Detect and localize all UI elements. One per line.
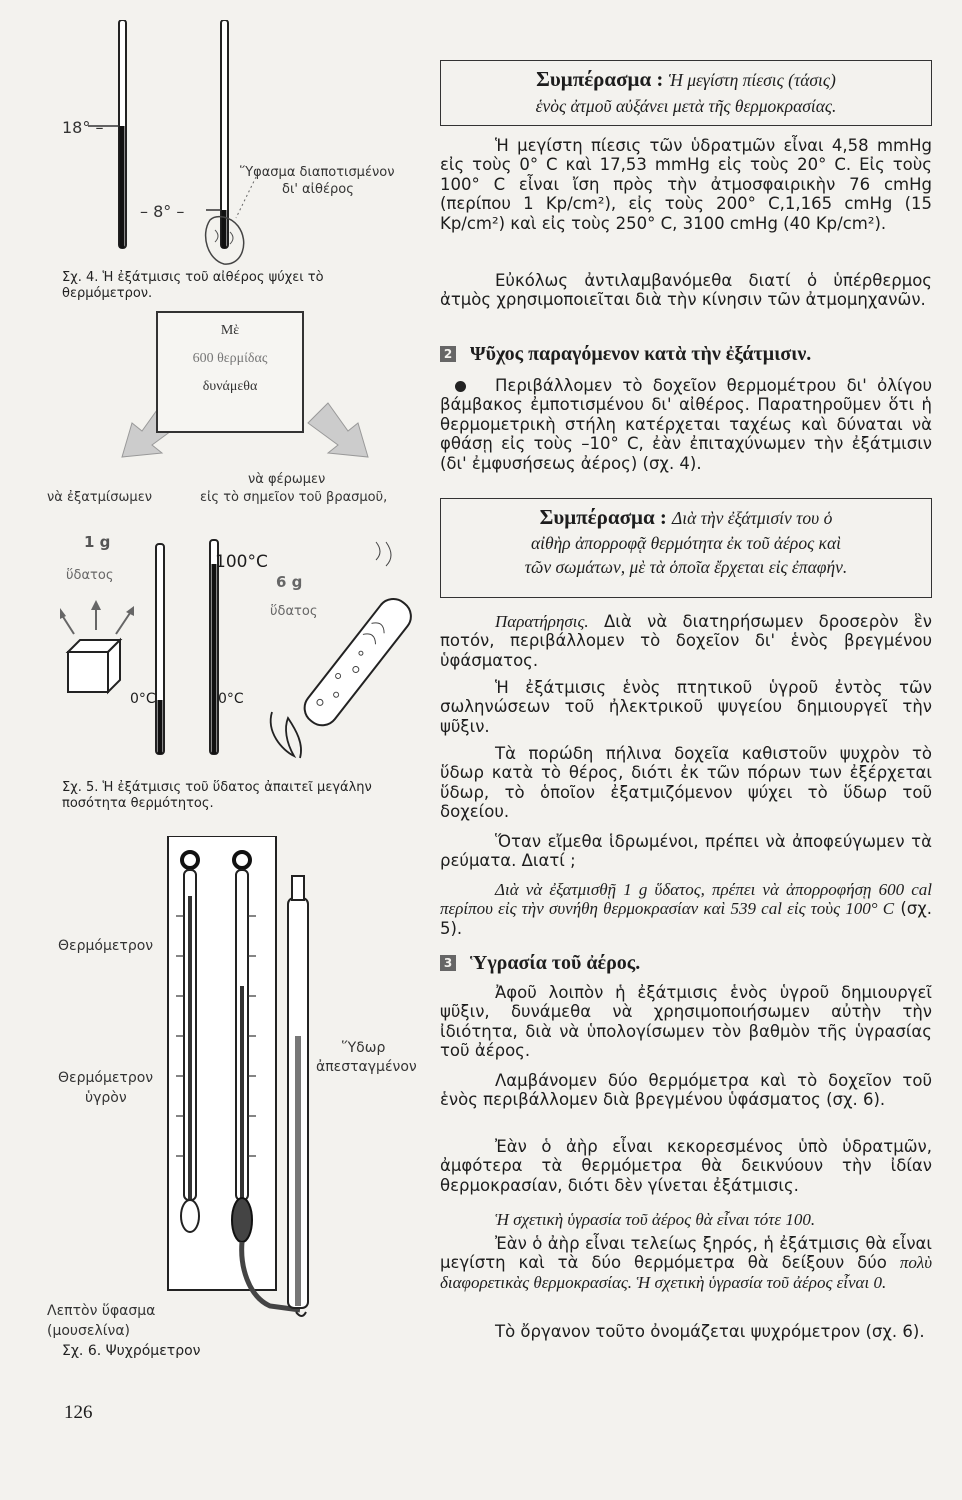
fig6-fabric-label-2: (μουσελίνα) (47, 1323, 131, 1339)
fig6-caption: Σχ. 6. Ψυχρόμετρον (62, 1343, 201, 1359)
fig4-label-minus8: – 8° – (140, 202, 185, 221)
conclusion-box-1 (440, 60, 932, 126)
fig5-box-line2: 600 θερμίδας (192, 351, 268, 366)
paragraph-psychrometer: Τὸ ὄργανον τοῦτο ὀνομάζεται ψυχρόμετρον (σχ. 6). (495, 1322, 925, 1341)
paragraph-observation (440, 612, 932, 670)
fig6-water-label-1: Ὕδωρ (342, 1040, 386, 1056)
observation-text: Διὰ νὰ διατηρήσωμεν δροσερὸν ἓν ποτόν, περιβάλλομεν τὸ δοχεῖον δι' ἑνὸς βρεγμένου ὑφάσματος. (440, 612, 932, 670)
paragraph-latent-heat (440, 880, 932, 938)
conclusion-box-2 (440, 498, 932, 598)
fig5-left-water: ὕδατος (66, 568, 114, 583)
fig5-caption-text: Ἡ ἐξάτμισις τοῦ ὕδατος ἀπαιτεῖ μεγάλην ποσότητα θερμότητος. (62, 780, 372, 811)
dry-air-text: Ἐὰν ὁ ἀὴρ εἶναι τελείως ξηρός, ἡ ἐξάτμισις θὰ εἶναι μεγίστη καὶ τὰ δύο θερμόμετρα θὰ δείξουν δύο (440, 1234, 932, 1273)
paragraph-vapour-pressure: Ἡ μεγίστη πίεσις τῶν ὑδρατμῶν εἶναι 4,58 mmHg εἰς τοὺς 0° C καὶ 17,53 mmHg εἰς τοὺς 20° C. Εἰς τοὺς 100° C εἶναι ἴση πρὸς τὴν ἀτμοσφαιρικὴν 76 cmHg (περίπου 1 Kp/cm²), εἰς τοὺς 200° C,1,165 cmHg (15 Kp/cm²) καὶ εἰς τοὺς 250° C, 3100 cmHg (40 Kp/cm²). (440, 136, 932, 233)
paragraph-superheated-steam: Εὐκόλως ἀντιλαμβανόμεθα διατί ὁ ὑπέρθερμος ἀτμὸς χρησιμοποιεῖται διὰ τὴν κίνησιν τῶν ἀτμομηχανῶν. (440, 271, 932, 310)
fig4-label-18: 18° – (62, 118, 104, 137)
fig5-temp-0-left: 0°C (130, 691, 156, 707)
paragraph-clay-pots: Τὰ πορώδη πήλινα δοχεῖα καθιστοῦν ψυχρὸν τὸ ὕδωρ κατὰ τὸ θέρος, διότι ἐκ τῶν πόρων των ἐξέρχεται ὕδωρ, τὸ ὁποῖον ἐξατμιζόμενον ψύχει τὸ ὕδωρ τοῦ δοχείου. (440, 744, 932, 822)
fig6-thermometer-label: Θερμόμετρον (58, 938, 154, 954)
conclusion-1-line-1: Ἡ μεγίστη πίεσις (τάσις) (668, 70, 836, 90)
fig6-water-label-2: ἀπεσταγμένον (316, 1059, 417, 1075)
page-number: 126 (64, 1402, 93, 1423)
fig5-right-text-2: εἰς τὸ σημεῖον τοῦ βρασμοῦ, (200, 490, 388, 505)
fig6-wet-label-2: ὑγρὸν (85, 1090, 127, 1106)
section-3-heading (440, 952, 640, 975)
fig4-caption-num: Σχ. 4. (62, 270, 99, 285)
observation-lead: Παρατήρησις. (495, 612, 589, 631)
paragraph-humidity-100: Ἡ σχετικὴ ὑγρασία τοῦ ἀέρος θὰ εἶναι τότε 100. (495, 1210, 816, 1229)
fig5-right-text-1: νὰ φέρωμεν (248, 472, 326, 487)
figure-6-psychrometer (160, 836, 330, 1376)
conclusion-2-title: Συμπέρασμα : (539, 505, 667, 529)
fig4-caption (62, 270, 412, 302)
figure-4-drawing (60, 20, 420, 270)
section-2-heading (440, 343, 811, 366)
conclusion-2-line-3: τῶν σωμάτων, μὲ τὰ ὁποῖα ἔρχεται εἰς ἐπαφήν. (524, 557, 848, 577)
latent-heat-text: Διὰ νὰ ἐξατμισθῇ 1 g ὕδατος, πρέπει νὰ ἀπορροφήσῃ 600 cal περίπου εἰς τὴν συνήθη θερμοκρασίαν καὶ 539 cal εἰς τοὺς 100° C (440, 880, 932, 919)
latent-heat-ref: (σχ. 5). (440, 899, 932, 938)
conclusion-1-line-2: ἑνὸς ἀτμοῦ αὐξάνει μετὰ τῆς θερμοκρασίας. (535, 96, 837, 116)
conclusion-2-line-1: Διὰ τὴν ἐξάτμισίν του ὁ (672, 508, 833, 528)
fig5-right-mass: 6 g (276, 573, 303, 591)
paragraph-humidity-intro: Ἀφοῦ λοιπὸν ἡ ἐξάτμισις ἑνὸς ὑγροῦ δημιουργεῖ ψῦξιν, δυνάμεθα νὰ χρησιμοποιήσωμεν αὐτὴν τὴν ἰδιότητα, διὰ νὰ ὑπολογίσωμεν τὸν βαθμὸν τῆς ὑγρασίας τοῦ ἀέρος. (440, 983, 932, 1061)
fig6-wet-label-1: Θερμόμετρον (58, 1070, 154, 1086)
section-3-title: Ὑγρασία τοῦ ἀέρος. (470, 952, 641, 974)
conclusion-1-title: Συμπέρασμα : (536, 67, 664, 91)
paragraph-sweating: Ὅταν εἴμεθα ἱδρωμένοι, πρέπει νὰ ἀποφεύγωμεν τὰ ρεύματα. Διατί ; (440, 832, 932, 871)
dry-air-italic: πολὺ διαφορετικὰς θερμοκρασίας. Ἡ σχετικὴ ὑγρασία τοῦ ἀέρος εἶναι 0. (440, 1253, 932, 1292)
paragraph-saturated-air: Ἐὰν ὁ ἀὴρ εἶναι κεκορεσμένος ὑπὸ ὑδρατμῶν, ἀμφότερα τὰ θερμόμετρα θὰ δεικνύουν τὴν ἰδίαν θερμοκρασίαν, διότι δὲν γίνεται ἐξάτμισις. (440, 1137, 932, 1195)
fig5-caption-num: Σχ. 5. (62, 780, 99, 795)
paragraph-ether-experiment: Περιβάλλομεν τὸ δοχεῖον θερμομέτρου δι' ὀλίγου βάμβακος ἐμποτισμένου δι' αἰθέρος. Παρατηροῦμεν ὅτι ἡ θερμομετρικὴ στήλη κατέρχεται ταχέως καὶ δύναται νὰ φθάσῃ εἰς τοὺς –10° C, ἐὰν ἐπιταχύνωμεν τὴν ἐξάτμισιν (δι' ἐμφυσήσεως ἀέρος) (σχ. 4). (440, 376, 932, 473)
fig5-heat-box (156, 311, 304, 433)
fig5-left-mass: 1 g (84, 533, 111, 551)
section-3-number: 3 (440, 955, 456, 971)
fig5-box-line3: δυνάμεθα (202, 379, 258, 394)
fig5-right-water: ὕδατος (270, 604, 318, 619)
fig5-left-text: νὰ ἐξατμίσωμεν (47, 490, 152, 505)
paragraph-refrigerator: Ἡ ἐξάτμισις ἑνὸς πτητικοῦ ὑγροῦ ἐντὸς τῶν σωληνώσεων τοῦ ἠλεκτρικοῦ ψυγείου δημιουργεῖ τὴν ψῦξιν. (440, 678, 932, 736)
fig4-caption-text: Ἡ ἐξάτμισις τοῦ αἰθέρος ψύχει τὸ θερμόμετρον. (62, 270, 324, 301)
fig5-box-line1: Μὲ (220, 323, 240, 338)
fig6-fabric-label-1: Λεπτὸν ὕφασμα (47, 1303, 156, 1319)
paragraph-dry-air (440, 1234, 932, 1292)
conclusion-2-line-2: αἰθὴρ ἀπορροφᾷ θερμότητα ἐκ τοῦ ἀέρος καὶ (530, 533, 842, 553)
fig5-temp-0-right: 0°C (218, 691, 244, 707)
fig4-cloth-label-1: Ὕφασμα διαποτισμένον (240, 165, 395, 180)
paragraph-two-thermometers: Λαμβάνομεν δύο θερμόμετρα καὶ τὸ δοχεῖον τοῦ ἑνὸς περιβάλλομεν διὰ βρεγμένου ὑφάσματος (σχ. 6). (440, 1071, 932, 1110)
section-2-title: Ψῦχος παραγόμενον κατὰ τὴν ἐξάτμισιν. (470, 343, 812, 365)
fig5-temp-100: 100°C (215, 552, 268, 572)
fig4-cloth-label-2: δι' αἰθέρος (282, 182, 354, 197)
fig5-caption (62, 780, 412, 812)
section-2-number: 2 (440, 346, 456, 362)
